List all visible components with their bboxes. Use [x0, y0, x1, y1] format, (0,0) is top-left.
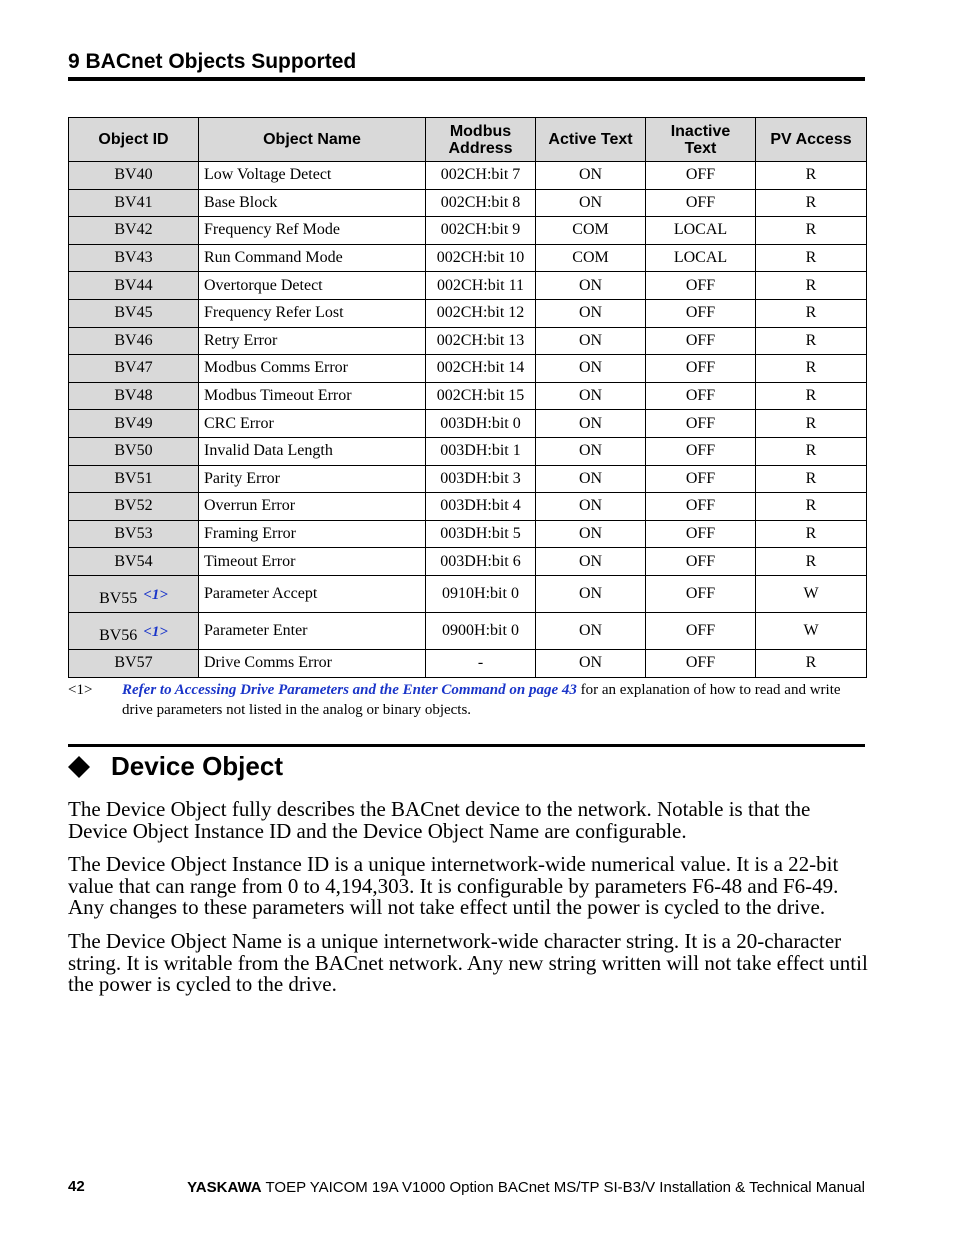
object-name-text: Run Command Mode [204, 249, 343, 267]
object-id-text: BV48 [114, 387, 153, 405]
modbus-address-cell [426, 520, 536, 548]
object-name-cell [199, 548, 426, 576]
active-text-cell [536, 244, 646, 272]
pv-access-cell [756, 162, 867, 190]
section-title-rule [68, 77, 865, 81]
object-id-cell [69, 355, 199, 383]
active-text-text: ON [578, 414, 603, 432]
pv-access-cell [756, 355, 867, 383]
object-id-cell [69, 612, 199, 649]
modbus-address-text: 003DH:bit 4 [440, 497, 521, 515]
modbus-address-cell [426, 382, 536, 410]
object-name-cell [199, 382, 426, 410]
object-id-text: BV57 [114, 654, 153, 672]
modbus-address-text: 003DH:bit 3 [440, 469, 521, 487]
object-name-cell [199, 355, 426, 383]
active-text-text: ON [578, 442, 603, 460]
inactive-text-text: OFF [685, 193, 716, 211]
inactive-text-text: OFF [685, 654, 716, 672]
object-id-text: BV50 [114, 442, 153, 460]
pv-access-cell [756, 575, 867, 612]
object-name-cell [199, 272, 426, 300]
pv-access-text: R [805, 166, 817, 184]
pv-access-cell [756, 437, 867, 465]
active-text-cell [536, 217, 646, 245]
active-text-text: ON [578, 497, 603, 515]
table-row [69, 189, 867, 217]
active-text-text: ON [578, 584, 603, 602]
modbus-address-text: 002CH:bit 7 [440, 166, 521, 184]
inactive-text-text: LOCAL [673, 221, 728, 239]
object-id-text: BV51 [114, 469, 153, 487]
object-id-cell [69, 299, 199, 327]
object-id-text: BV45 [114, 304, 153, 322]
inactive-text-cell [646, 520, 756, 548]
object-id-cell [69, 189, 199, 217]
pv-access-cell [756, 548, 867, 576]
object-name-cell [199, 520, 426, 548]
inactive-text-text: LOCAL [673, 249, 728, 267]
active-text-cell [536, 162, 646, 190]
inactive-text-text: OFF [685, 166, 716, 184]
pv-access-cell [756, 299, 867, 327]
modbus-address-cell [426, 465, 536, 493]
active-text-text: ON [578, 387, 603, 405]
footer-manual-title [187, 1179, 865, 1196]
object-name-text: Retry Error [204, 331, 278, 349]
active-text-cell [536, 649, 646, 677]
active-text-cell [536, 465, 646, 493]
object-name-cell [199, 244, 426, 272]
object-name-cell [199, 493, 426, 521]
inactive-text-text: OFF [685, 469, 716, 487]
footnote-reference-link[interactable]: <1> [143, 586, 168, 603]
object-name-cell [199, 189, 426, 217]
modbus-address-cell [426, 327, 536, 355]
inactive-text-text: OFF [685, 442, 716, 460]
active-text-text: COM [572, 221, 609, 239]
column-header-modbus-address [426, 118, 536, 162]
table-header-row [69, 118, 867, 162]
active-text-cell [536, 327, 646, 355]
pv-access-cell [756, 465, 867, 493]
object-name-text: Overrun Error [204, 497, 296, 515]
column-header-line: Active Text [548, 131, 633, 148]
modbus-address-cell [426, 217, 536, 245]
modbus-address-cell [426, 493, 536, 521]
object-id-cell [69, 244, 199, 272]
pv-access-text: R [805, 552, 817, 570]
inactive-text-cell [646, 355, 756, 383]
modbus-address-cell [426, 410, 536, 438]
pv-access-text: R [805, 221, 817, 239]
object-name-text: Base Block [204, 193, 278, 211]
inactive-text-text: OFF [685, 552, 716, 570]
modbus-address-cell [426, 548, 536, 576]
table-row [69, 162, 867, 190]
active-text-text: ON [578, 193, 603, 211]
object-name-cell [199, 410, 426, 438]
inactive-text-cell [646, 162, 756, 190]
column-header-pv-access [756, 118, 867, 162]
active-text-text: ON [578, 359, 603, 377]
inactive-text-cell [646, 244, 756, 272]
active-text-cell [536, 299, 646, 327]
column-header-object-id [69, 118, 199, 162]
object-id-text: BV53 [114, 525, 153, 543]
object-id-text: BV41 [114, 193, 153, 211]
modbus-address-cell [426, 189, 536, 217]
active-text-text: COM [572, 249, 609, 267]
object-name-cell [199, 217, 426, 245]
table-row [69, 437, 867, 465]
table-row [69, 272, 867, 300]
object-id-text: BV55 [99, 589, 138, 607]
table-row [69, 465, 867, 493]
pv-access-cell [756, 189, 867, 217]
active-text-text: ON [578, 166, 603, 184]
table-row [69, 382, 867, 410]
pv-access-text: R [805, 304, 817, 322]
column-header-line: Address [448, 139, 513, 157]
active-text-cell [536, 548, 646, 576]
table-row [69, 575, 867, 612]
object-id-cell [69, 575, 199, 612]
object-id-cell [69, 217, 199, 245]
footer-brand: YASKAWA [187, 1179, 262, 1196]
object-id-cell [69, 437, 199, 465]
active-text-cell [536, 437, 646, 465]
modbus-address-text: - [477, 654, 484, 672]
column-header-line: Modbus [449, 122, 512, 140]
modbus-address-text: 002CH:bit 10 [436, 249, 525, 267]
object-id-cell [69, 520, 199, 548]
inactive-text-text: OFF [685, 304, 716, 322]
table-row [69, 355, 867, 383]
pv-access-text: R [805, 276, 817, 294]
object-name-text: Invalid Data Length [204, 442, 333, 460]
active-text-cell [536, 272, 646, 300]
column-header-object-name [199, 118, 426, 162]
table-row [69, 548, 867, 576]
object-name-text: Timeout Error [204, 552, 296, 570]
inactive-text-text: OFF [685, 584, 716, 602]
pv-access-text: R [805, 249, 817, 267]
table-body [69, 162, 867, 678]
inactive-text-text: OFF [685, 359, 716, 377]
inactive-text-cell [646, 327, 756, 355]
modbus-address-cell [426, 244, 536, 272]
pv-access-cell [756, 649, 867, 677]
object-id-text: BV47 [114, 359, 153, 377]
modbus-address-cell [426, 612, 536, 649]
pv-access-cell [756, 612, 867, 649]
object-name-text: Modbus Timeout Error [204, 387, 352, 405]
paragraph-instance-id: The Device Object Instance ID is a unique internetwork-wide numerical value. It is a 22-bit value that can range from 0 to 4,194,303. It is configurable by parameters F6-48 and F6-49. Any changes to these parameters will not take effect until the power is cycled to the drive. [68, 852, 839, 919]
object-id-text: BV54 [114, 552, 153, 570]
active-text-cell [536, 612, 646, 649]
inactive-text-cell [646, 299, 756, 327]
object-id-cell [69, 327, 199, 355]
object-id-text: BV43 [114, 249, 153, 267]
inactive-text-cell [646, 649, 756, 677]
inactive-text-text: OFF [685, 525, 716, 543]
object-id-cell [69, 493, 199, 521]
pv-access-cell [756, 410, 867, 438]
active-text-text: ON [578, 276, 603, 294]
object-id-cell [69, 465, 199, 493]
object-name-cell [199, 162, 426, 190]
inactive-text-cell [646, 272, 756, 300]
pv-access-text: R [805, 654, 817, 672]
pv-access-text: R [805, 525, 817, 543]
object-id-text: BV49 [114, 414, 153, 432]
footer-title-text: TOEP YAICOM 19A V1000 Option BACnet MS/TP SI-B3/V Installation & Technical Manual [261, 1179, 865, 1196]
inactive-text-cell [646, 410, 756, 438]
footnote-reference-link[interactable]: <1> [143, 623, 168, 640]
object-id-cell [69, 382, 199, 410]
pv-access-cell [756, 217, 867, 245]
section-title: 9 BACnet Objects Supported [68, 50, 357, 73]
table-footnote [68, 680, 868, 720]
inactive-text-cell [646, 612, 756, 649]
active-text-text: ON [578, 469, 603, 487]
table-row [69, 520, 867, 548]
pv-access-text: R [805, 359, 817, 377]
object-id-cell [69, 410, 199, 438]
active-text-text: ON [578, 552, 603, 570]
object-name-text: Parameter Accept [204, 584, 318, 602]
object-name-text: Drive Comms Error [204, 654, 332, 672]
modbus-address-text: 003DH:bit 5 [440, 525, 521, 543]
pv-access-text: W [803, 584, 819, 602]
pv-access-cell [756, 272, 867, 300]
object-id-cell [69, 162, 199, 190]
modbus-address-text: 002CH:bit 9 [440, 221, 521, 239]
footnote-text: for an explanation of how to read and write drive parameters not listed in the analog or binary objects. [122, 682, 841, 718]
object-name-text: CRC Error [204, 414, 274, 432]
object-name-cell [199, 327, 426, 355]
object-name-text: Overtorque Detect [204, 276, 323, 294]
table-row [69, 410, 867, 438]
active-text-text: ON [578, 654, 603, 672]
object-id-text: BV44 [114, 276, 153, 294]
column-header-inactive-text [646, 118, 756, 162]
pv-access-cell [756, 244, 867, 272]
heading-rule [68, 744, 865, 747]
inactive-text-cell [646, 493, 756, 521]
active-text-cell [536, 520, 646, 548]
modbus-address-text: 003DH:bit 0 [440, 414, 521, 432]
object-name-cell [199, 437, 426, 465]
inactive-text-cell [646, 465, 756, 493]
modbus-address-text: 002CH:bit 12 [436, 304, 525, 322]
table-row [69, 327, 867, 355]
column-header-line: Text [684, 139, 717, 157]
modbus-address-cell [426, 355, 536, 383]
pv-access-text: R [805, 497, 817, 515]
pv-access-cell [756, 382, 867, 410]
object-id-text: BV56 [99, 626, 138, 644]
pv-access-text: R [805, 469, 817, 487]
active-text-text: ON [578, 525, 603, 543]
paragraph-device-object-intro: The Device Object fully describes the BACnet device to the network. Notable is that the Device Object Instance ID and the Device Object Name are configurable. [68, 797, 811, 843]
pv-access-text: R [805, 442, 817, 460]
binary-value-objects-table [68, 117, 867, 678]
table-row [69, 649, 867, 677]
modbus-address-cell [426, 272, 536, 300]
pv-access-cell [756, 327, 867, 355]
active-text-cell [536, 355, 646, 383]
column-header-line: Object ID [98, 131, 169, 148]
footnote-body [122, 680, 868, 720]
object-name-cell [199, 465, 426, 493]
pv-access-text: R [805, 414, 817, 432]
paragraph-object-name: The Device Object Name is a unique internetwork-wide character string. It is a 20-character string. It is writable from the BACnet network. Any new string written will not take effect until the power is cycled to the drive. [68, 929, 868, 996]
inactive-text-cell [646, 575, 756, 612]
inactive-text-text: OFF [685, 276, 716, 294]
modbus-address-text: 0910H:bit 0 [442, 584, 519, 602]
pv-access-text: R [805, 193, 817, 211]
inactive-text-cell [646, 217, 756, 245]
object-id-text: BV52 [114, 497, 153, 515]
modbus-address-text: 002CH:bit 8 [440, 193, 521, 211]
pv-access-text: R [805, 387, 817, 405]
object-id-cell [69, 548, 199, 576]
active-text-text: ON [578, 304, 603, 322]
active-text-cell [536, 493, 646, 521]
modbus-address-text: 002CH:bit 13 [436, 331, 525, 349]
pv-access-text: W [803, 621, 819, 639]
active-text-cell [536, 575, 646, 612]
inactive-text-text: OFF [685, 497, 716, 515]
active-text-cell [536, 410, 646, 438]
object-name-text: Modbus Comms Error [204, 359, 348, 377]
active-text-cell [536, 382, 646, 410]
footnote-mark: <1> [68, 682, 93, 698]
active-text-cell [536, 189, 646, 217]
diamond-bullet-icon [68, 756, 90, 778]
object-name-text: Frequency Refer Lost [204, 304, 344, 322]
object-name-cell [199, 649, 426, 677]
modbus-address-cell [426, 575, 536, 612]
object-name-text: Parameter Enter [204, 621, 308, 639]
modbus-address-cell [426, 162, 536, 190]
inactive-text-text: OFF [685, 621, 716, 639]
active-text-text: ON [578, 621, 603, 639]
table-row [69, 244, 867, 272]
object-name-text: Low Voltage Detect [204, 166, 332, 184]
page-number: 42 [68, 1178, 85, 1195]
column-header-line: Inactive [670, 122, 731, 140]
modbus-address-text: 002CH:bit 14 [436, 359, 525, 377]
object-id-text: BV46 [114, 331, 153, 349]
footnote-cross-reference-link[interactable]: Refer to Accessing Drive Parameters and the Enter Command on page 43 [122, 682, 577, 698]
active-text-text: ON [578, 331, 603, 349]
inactive-text-cell [646, 189, 756, 217]
pv-access-cell [756, 520, 867, 548]
object-id-cell [69, 272, 199, 300]
modbus-address-cell [426, 649, 536, 677]
object-id-cell [69, 649, 199, 677]
modbus-address-text: 003DH:bit 1 [440, 442, 521, 460]
object-id-text: BV42 [114, 221, 153, 239]
modbus-address-cell [426, 299, 536, 327]
device-object-heading: Device Object [111, 751, 283, 781]
table-row [69, 299, 867, 327]
object-name-cell [199, 612, 426, 649]
object-id-text: BV40 [114, 166, 153, 184]
object-name-cell [199, 299, 426, 327]
table-row [69, 217, 867, 245]
table-row [69, 612, 867, 649]
inactive-text-cell [646, 382, 756, 410]
inactive-text-cell [646, 548, 756, 576]
modbus-address-text: 002CH:bit 11 [437, 276, 524, 294]
modbus-address-text: 003DH:bit 6 [440, 552, 521, 570]
pv-access-cell [756, 493, 867, 521]
object-name-cell [199, 575, 426, 612]
column-header-line: Object Name [263, 131, 361, 148]
inactive-text-text: OFF [685, 387, 716, 405]
object-name-text: Frequency Ref Mode [204, 221, 340, 239]
object-name-text: Framing Error [204, 525, 296, 543]
modbus-address-text: 0900H:bit 0 [442, 621, 519, 639]
table-row [69, 493, 867, 521]
inactive-text-cell [646, 437, 756, 465]
inactive-text-text: OFF [685, 331, 716, 349]
pv-access-text: R [805, 331, 817, 349]
modbus-address-text: 002CH:bit 15 [436, 387, 525, 405]
column-header-line: PV Access [770, 131, 852, 148]
column-header-active-text [536, 118, 646, 162]
inactive-text-text: OFF [685, 414, 716, 432]
modbus-address-cell [426, 437, 536, 465]
object-name-text: Parity Error [204, 469, 280, 487]
